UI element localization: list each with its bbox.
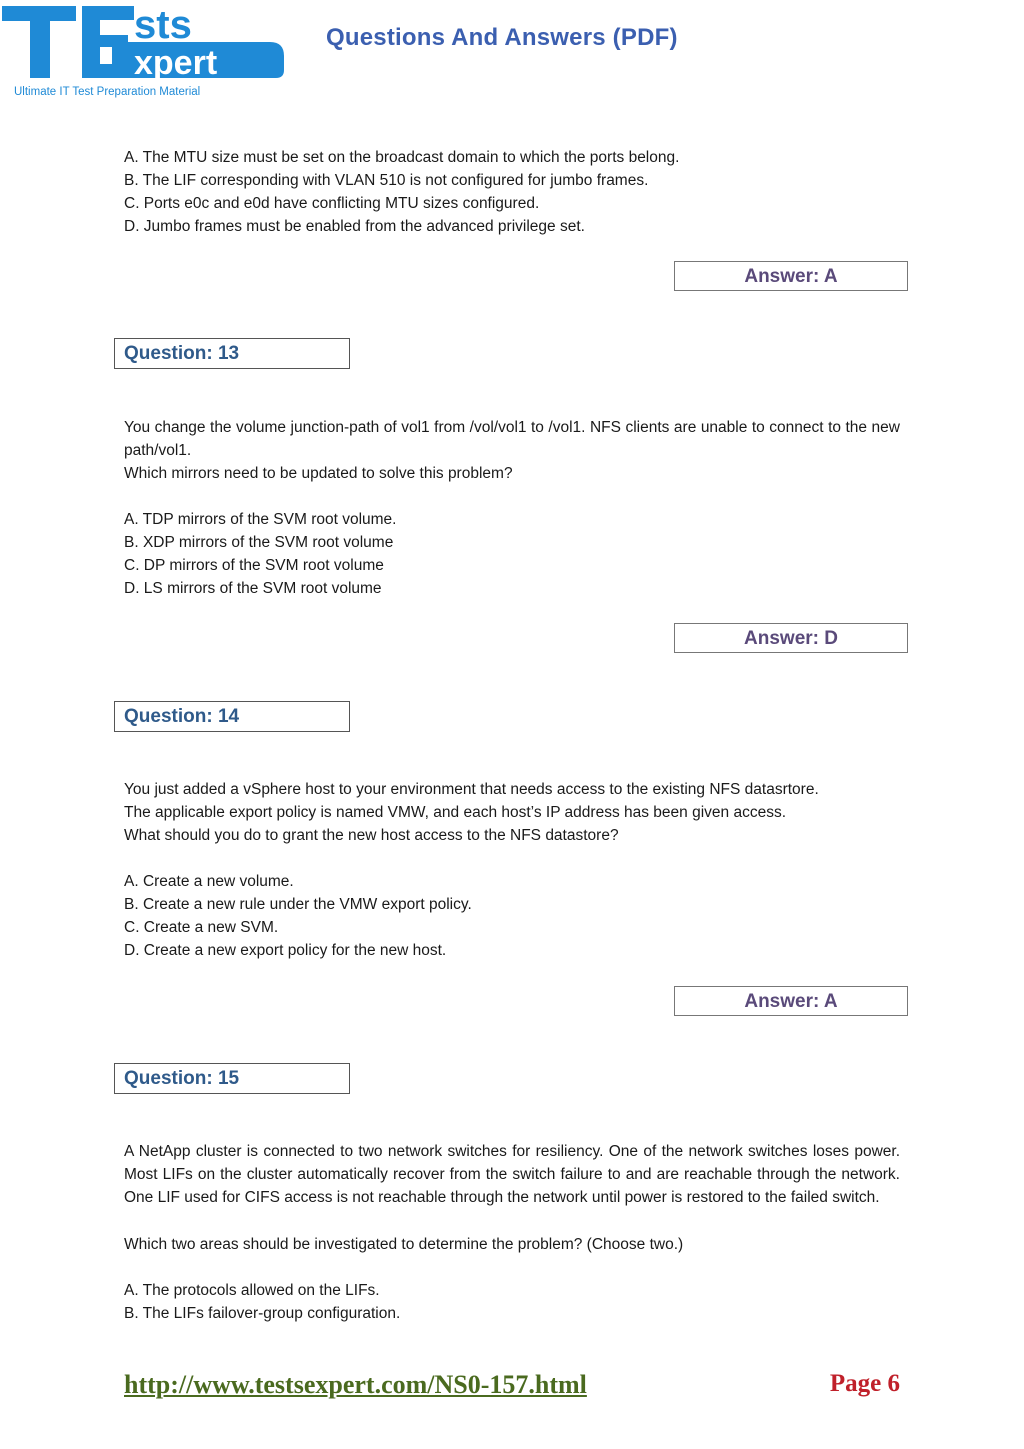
option-d: D. Create a new export policy for the new host. [124, 942, 447, 959]
option-d: D. LS mirrors of the SVM root volume [124, 580, 382, 597]
option-a: A. The MTU size must be set on the broadcast domain to which the ports belong. [124, 149, 680, 166]
option-d: D. Jumbo frames must be enabled from the advanced privilege set. [124, 218, 585, 235]
testsexpert-logo [0, 0, 290, 100]
question-14-stem [124, 778, 900, 847]
page-number: Page 6 [829, 1370, 900, 1397]
question-15-stem: A NetApp cluster is connected to two network switches for resiliency. One of the network switches loses power. Most LIFs on the cluster automatically recover from the switch failure to and are reachable through the network. One LIF used for CIFS access is not reachable through the network until power is restored to the failed switch. [124, 1143, 900, 1206]
prev-question-options [124, 146, 900, 238]
question-14-options [124, 870, 900, 962]
answer-box-14: Answer: A [674, 986, 908, 1016]
question-13-label: Question: 13 [114, 338, 350, 369]
option-c: C. DP mirrors of the SVM root volume [124, 557, 384, 574]
stem-line-2: The applicable export policy is named VMW, and each host’s IP address has been given access. [124, 804, 786, 821]
question-13-stem: You change the volume junction-path of vol1 from /vol/vol1 to /vol1. NFS clients are unable to connect to the new path/vol1. [124, 419, 900, 459]
logo-text-top: sts [134, 3, 192, 47]
option-b: B. The LIF corresponding with VLAN 510 is not configured for jumbo frames. [124, 172, 649, 189]
stem-line-1: You just added a vSphere host to your environment that needs access to the existing NFS datasrtore. [124, 781, 819, 798]
question-13-prompt: Which mirrors need to be updated to solve this problem? [124, 465, 513, 482]
option-b: B. Create a new rule under the VMW export policy. [124, 896, 472, 913]
question-15-label: Question: 15 [114, 1063, 350, 1094]
option-c: C. Ports e0c and e0d have conflicting MTU sizes configured. [124, 195, 540, 212]
answer-box-13: Answer: D [674, 623, 908, 653]
option-c: C. Create a new SVM. [124, 919, 279, 936]
question-14-prompt: What should you do to grant the new host access to the NFS datastore? [124, 827, 619, 844]
option-b: B. XDP mirrors of the SVM root volume [124, 534, 394, 551]
header-title: Questions And Answers (PDF) [326, 24, 678, 51]
option-a: A. Create a new volume. [124, 873, 294, 890]
question-14-label: Question: 14 [114, 701, 350, 732]
option-b: B. The LIFs failover-group configuration. [124, 1305, 401, 1322]
question-13-options [124, 508, 900, 600]
option-a: A. TDP mirrors of the SVM root volume. [124, 511, 397, 528]
logo-tagline: Ultimate IT Test Preparation Material [14, 86, 201, 98]
logo-text-bottom: xpert [134, 44, 218, 82]
question-15-options [124, 1279, 900, 1325]
footer-link[interactable]: http://www.testsexpert.com/NS0-157.html [124, 1370, 587, 1399]
question-15-prompt: Which two areas should be investigated to determine the problem? (Choose two.) [124, 1236, 684, 1253]
answer-box-12: Answer: A [674, 261, 908, 291]
option-a: A. The protocols allowed on the LIFs. [124, 1282, 380, 1299]
